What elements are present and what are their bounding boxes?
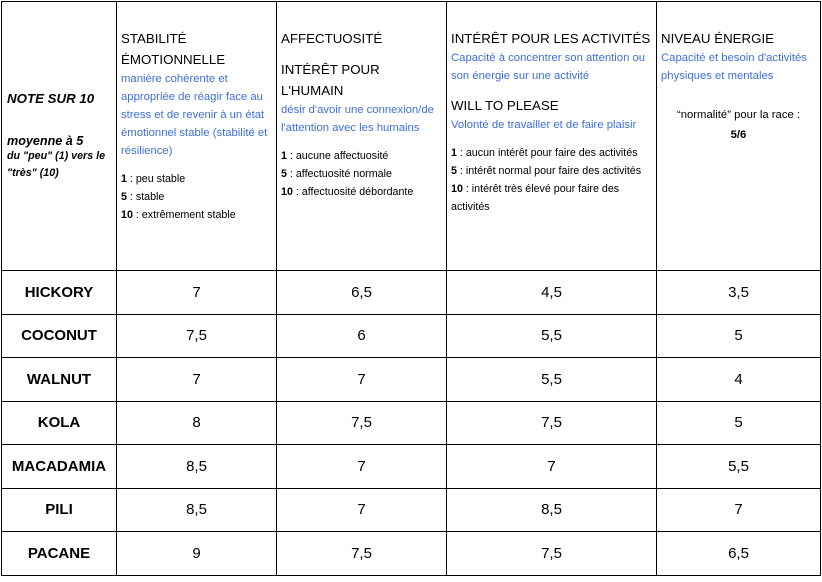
cell-value: 4,5 [447, 271, 657, 315]
cell-value: 8,5 [117, 445, 277, 489]
note-title: NOTE SUR 10 [7, 90, 95, 106]
col-title: STABILITÉ ÉMOTIONNELLE [121, 31, 226, 67]
cell-value: 9 [117, 532, 277, 576]
cell-value: 7,5 [447, 532, 657, 576]
cell-value: 5,5 [447, 358, 657, 402]
col-description: Volonté de travailler et de faire plaisir [451, 119, 637, 131]
header-activites [447, 2, 657, 271]
cell-value: 5 [657, 401, 821, 445]
normality-label: “normalité” pour la race : [676, 109, 801, 121]
header-affectuosite [277, 2, 447, 271]
ratings-table [1, 1, 821, 576]
row-name: COCONUT [2, 314, 117, 358]
col-title: INTÉRÊT POUR LES ACTIVITÉS [451, 31, 651, 46]
cell-value: 8,5 [117, 488, 277, 532]
col-title: AFFECTUOSITÉ [281, 31, 383, 46]
scale-line: 10 : affectuosité débordante [281, 186, 414, 198]
scale-line: 5 : affectuosité normale [281, 168, 392, 180]
cell-value: 7 [117, 358, 277, 402]
scale-line: 1 : peu stable [121, 173, 186, 185]
cell-value: 5,5 [447, 314, 657, 358]
row-name: PACANE [2, 532, 117, 576]
cell-value: 7 [277, 488, 447, 532]
normality-value: 5/6 [730, 129, 747, 141]
cell-value: 7 [277, 445, 447, 489]
row-name: HICKORY [2, 271, 117, 315]
header-energie [657, 2, 821, 271]
cell-value: 7,5 [277, 532, 447, 576]
scale-line: 5 : intérêt normal pour faire des activités [451, 165, 642, 177]
cell-value: 7,5 [117, 314, 277, 358]
cell-value: 5 [657, 314, 821, 358]
cell-value: 3,5 [657, 271, 821, 315]
scale-line: 1 : aucune affectuosité [281, 150, 389, 162]
table-row [2, 445, 821, 489]
table-row [2, 358, 821, 402]
cell-value: 7,5 [447, 401, 657, 445]
col-subtitle: WILL TO PLEASE [451, 98, 559, 113]
row-name: MACADAMIA [2, 445, 117, 489]
cell-value: 6,5 [277, 271, 447, 315]
scale-line: 1 : aucun intérêt pour faire des activités [451, 147, 638, 159]
note-scale: du "peu" (1) vers le "très" (10) [7, 149, 106, 179]
note-average: moyenne à 5 [7, 133, 84, 148]
cell-value: 7 [657, 488, 821, 532]
cell-value: 6,5 [657, 532, 821, 576]
cell-value: 7 [117, 271, 277, 315]
header-stabilite [117, 2, 277, 271]
cell-value: 5,5 [657, 445, 821, 489]
col-title: NIVEAU ÉNERGIE [661, 31, 775, 46]
col-description: désir d'avoir une connexion/de l'attention avec les humains [281, 104, 434, 134]
col-description: Capacité et besoin d'activités physiques et mentales [661, 52, 807, 82]
normality-note [661, 105, 816, 145]
table-row [2, 314, 821, 358]
col-subtitle: INTÉRÊT POUR L'HUMAIN [281, 62, 380, 98]
table-row [2, 271, 821, 315]
cell-value: 8,5 [447, 488, 657, 532]
cell-value: 8 [117, 401, 277, 445]
table-row [2, 488, 821, 532]
row-name: KOLA [2, 401, 117, 445]
scale-line: 10 : intérêt très élevé pour faire des activités [451, 183, 620, 213]
cell-value: 7 [447, 445, 657, 489]
col-description: manière cohérente et appropriée de réagir face au stress et de revenir à un état émotionnel stable (stabilité et résilience) [121, 73, 268, 157]
table-row [2, 401, 821, 445]
row-name: PILI [2, 488, 117, 532]
note-cell [2, 2, 117, 271]
cell-value: 7,5 [277, 401, 447, 445]
header-row [2, 2, 821, 271]
col-description: Capacité à concentrer son attention ou son énergie sur une activité [451, 52, 646, 82]
cell-value: 4 [657, 358, 821, 402]
scale-line: 10 : extrêmement stable [121, 209, 236, 221]
table-row [2, 532, 821, 576]
cell-value: 6 [277, 314, 447, 358]
scale-line: 5 : stable [121, 191, 165, 203]
row-name: WALNUT [2, 358, 117, 402]
cell-value: 7 [277, 358, 447, 402]
